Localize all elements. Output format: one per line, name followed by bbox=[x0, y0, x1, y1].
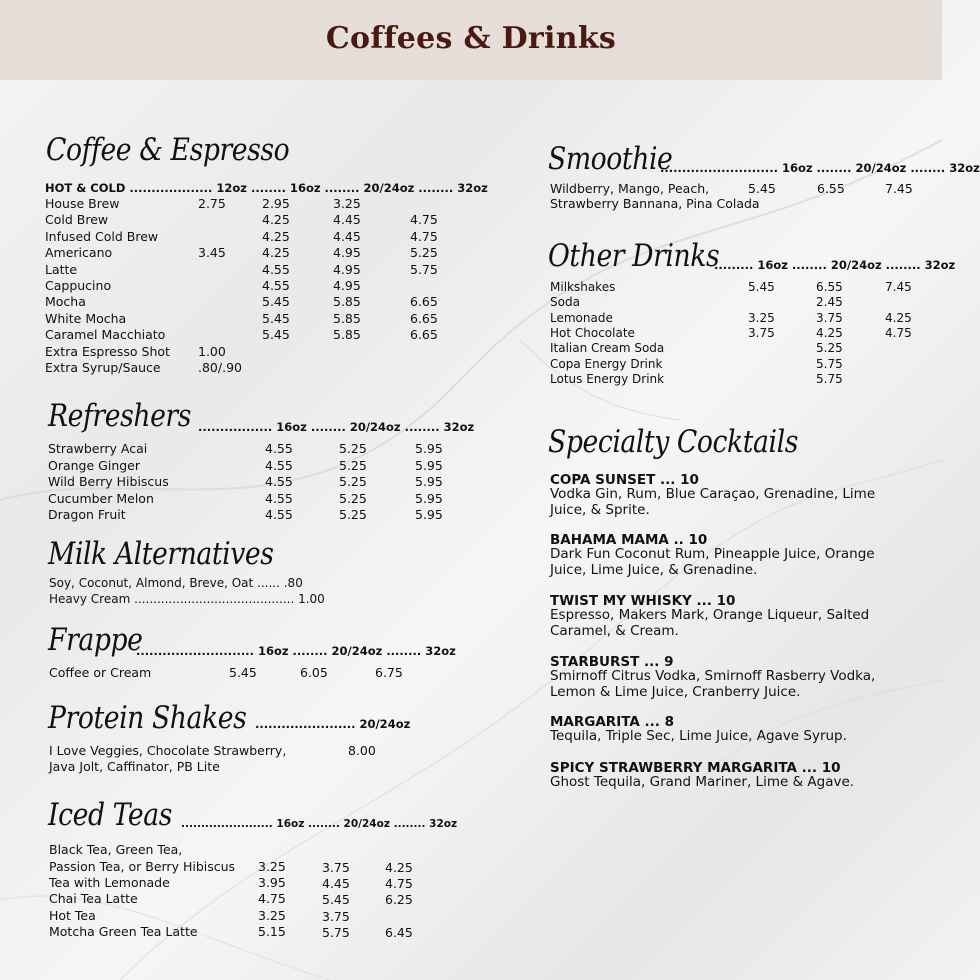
price-32oz: 4.75 bbox=[410, 212, 438, 228]
cocktails-section-title: Specialty Cocktails bbox=[548, 424, 798, 460]
price-20-24oz: 2.45 bbox=[816, 295, 843, 310]
iced-teas-intro: Black Tea, Green Tea, bbox=[49, 842, 183, 857]
other-drink-name: Copa Energy Drink bbox=[550, 356, 663, 371]
cocktail-description: Smirnoff Citrus Vodka, Smirnoff Rasberry Vodka, bbox=[550, 668, 876, 684]
price-20-24oz: 5.25 bbox=[339, 490, 367, 506]
price-32oz: 4.25 bbox=[885, 310, 912, 325]
price-20-24oz: 4.25 bbox=[816, 325, 843, 340]
smoothie-price-32: 7.45 bbox=[885, 181, 913, 196]
other-drink-name: Lemonade bbox=[550, 310, 613, 325]
cocktail-name: MARGARITA ... 8 bbox=[550, 714, 675, 730]
price-16oz: 2.95 bbox=[262, 196, 290, 211]
frappe-section-title: Frappe bbox=[48, 622, 143, 658]
protein-price: 8.00 bbox=[348, 743, 376, 758]
other-drinks-size-header: ......... 16oz ........ 20/24oz ........ 32oz bbox=[714, 258, 956, 272]
tea-item-name: Motcha Green Tea Latte bbox=[49, 923, 198, 939]
price-20-24oz: 5.75 bbox=[322, 924, 350, 940]
milk-line: Soy, Coconut, Almond, Breve, Oat ...... .80 bbox=[49, 576, 303, 590]
price-32oz: 7.45 bbox=[885, 280, 912, 294]
price-20-24oz: 5.75 bbox=[816, 356, 843, 371]
smoothie-section-title: Smoothie bbox=[548, 141, 673, 177]
coffee-item-name: Caramel Macchiato bbox=[45, 327, 166, 343]
coffee-item-name: Extra Syrup/Sauce bbox=[45, 360, 161, 375]
other-drinks-section-title: Other Drinks bbox=[548, 238, 720, 274]
refresher-item-name: Orange Ginger bbox=[48, 457, 141, 473]
price-16oz: 3.25 bbox=[748, 310, 775, 325]
price-16oz: 3.75 bbox=[748, 325, 775, 340]
price-16oz: 4.55 bbox=[262, 261, 290, 277]
price-16oz: 4.55 bbox=[265, 474, 293, 490]
cocktail-description: Lemon & Lime Juice, Cranberry Juice. bbox=[550, 683, 801, 700]
price-20-24oz: 3.25 bbox=[333, 196, 361, 211]
tea-item-name: Passion Tea, or Berry Hibiscus bbox=[49, 859, 236, 874]
price-32oz: 4.75 bbox=[385, 876, 413, 892]
price-32oz: 6.65 bbox=[410, 310, 438, 326]
price-16oz: 5.45 bbox=[748, 280, 775, 294]
refresher-item-name: Cucumber Melon bbox=[48, 490, 154, 506]
price-20-24oz: 5.45 bbox=[322, 892, 350, 908]
price-16oz: 5.45 bbox=[262, 294, 290, 310]
coffee-item-name: White Mocha bbox=[45, 310, 127, 326]
refresher-item-name: Wild Berry Hibiscus bbox=[48, 474, 169, 490]
price-32oz: 4.75 bbox=[410, 228, 438, 244]
price-20-24oz: 5.25 bbox=[816, 341, 843, 356]
price-32oz: 5.95 bbox=[415, 457, 443, 473]
price-16oz: 4.75 bbox=[258, 891, 286, 907]
cocktail-description: Caramel, & Cream. bbox=[550, 622, 679, 639]
price-16oz: 3.95 bbox=[258, 875, 286, 891]
cocktail-name: COPA SUNSET ... 10 bbox=[550, 472, 699, 488]
price-20-24oz: 4.45 bbox=[333, 212, 361, 228]
price-32oz: 5.95 bbox=[415, 490, 443, 506]
coffee-item-name: Mocha bbox=[45, 294, 86, 310]
frappe-item-name: Coffee or Cream bbox=[49, 665, 152, 680]
cocktail-description: Ghost Tequila, Grand Mariner, Lime & Agave. bbox=[550, 774, 855, 790]
coffee-item-name: Cold Brew bbox=[45, 212, 109, 228]
smoothie-price-20: 6.55 bbox=[817, 181, 845, 196]
price-32oz: 5.95 bbox=[415, 441, 443, 456]
cocktail-description: Tequila, Triple Sec, Lime Juice, Agave Syrup. bbox=[550, 728, 847, 744]
price-20-24oz: 3.75 bbox=[816, 310, 843, 325]
cocktail-description: Espresso, Makers Mark, Orange Liqueur, Salted bbox=[550, 607, 870, 623]
price-32oz: 6.65 bbox=[410, 294, 438, 310]
price-20-24oz: 3.75 bbox=[322, 908, 350, 924]
other-drink-name: Hot Chocolate bbox=[550, 325, 635, 340]
coffee-item-name: Infused Cold Brew bbox=[45, 228, 159, 244]
price-32oz: 5.95 bbox=[415, 474, 443, 490]
coffee-item-name: Americano bbox=[45, 245, 113, 261]
iced-teas-section-title: Iced Teas bbox=[48, 797, 172, 833]
price-16oz: 5.45 bbox=[262, 327, 290, 343]
price-16oz: 3.25 bbox=[258, 907, 286, 923]
price-32oz: 6.25 bbox=[385, 892, 413, 908]
refresher-item-name: Dragon Fruit bbox=[48, 507, 126, 523]
price-20-24oz: 4.45 bbox=[322, 876, 350, 892]
cocktail-name: SPICY STRAWBERRY MARGARITA ... 10 bbox=[550, 760, 841, 776]
price-32oz: 6.45 bbox=[385, 924, 413, 940]
refreshers-section-title: Refreshers bbox=[48, 398, 192, 434]
price-16oz: 5.45 bbox=[262, 310, 290, 326]
price-20-24oz: 5.85 bbox=[333, 310, 361, 326]
price-20-24oz: 4.95 bbox=[333, 278, 361, 293]
cocktail-description: Dark Fun Coconut Rum, Pineapple Juice, Orange bbox=[550, 546, 875, 562]
iced-teas-size-header: ....................... 16oz ........ 20/24oz ........ 32oz bbox=[181, 818, 458, 830]
price-32oz: 5.95 bbox=[415, 507, 443, 523]
price-20-24oz: 4.45 bbox=[333, 228, 361, 244]
price-12oz: 3.45 bbox=[198, 245, 226, 261]
coffee-item-name: House Brew bbox=[45, 196, 120, 211]
coffee-section-title: Coffee & Espresso bbox=[46, 132, 290, 168]
milk-section-title: Milk Alternatives bbox=[48, 536, 274, 572]
protein-line: I Love Veggies, Chocolate Strawberry, bbox=[49, 743, 287, 758]
coffee-item-name: Cappucino bbox=[45, 278, 112, 293]
price-32oz: 5.25 bbox=[410, 245, 438, 261]
smoothie-size-header: ........................... 16oz ........ 20/24oz ........ 32oz bbox=[660, 161, 980, 175]
cocktail-description: Vodka Gin, Rum, Blue Caraçao, Grenadine, Lime bbox=[550, 486, 876, 502]
protein-line: Java Jolt, Caffinator, PB Lite bbox=[49, 759, 220, 774]
page-header bbox=[0, 0, 942, 80]
price-20-24oz: 5.25 bbox=[339, 441, 367, 456]
price-16oz: 4.55 bbox=[265, 507, 293, 523]
other-drink-name: Lotus Energy Drink bbox=[550, 371, 665, 386]
price-20-24oz: 5.25 bbox=[339, 457, 367, 473]
coffee-item-name: Extra Espresso Shot bbox=[45, 343, 170, 359]
cocktail-name: BAHAMA MAMA .. 10 bbox=[550, 532, 708, 548]
price-20-24oz: 4.95 bbox=[333, 261, 361, 277]
other-drink-name: Soda bbox=[550, 295, 580, 310]
cocktail-name: TWIST MY WHISKY ... 10 bbox=[550, 593, 736, 609]
other-drink-name: Italian Cream Soda bbox=[550, 341, 665, 356]
protein-size-header: ....................... 20/24oz bbox=[255, 717, 411, 731]
price-32oz: 5.75 bbox=[410, 261, 438, 277]
price-16oz: 4.55 bbox=[265, 457, 293, 473]
refreshers-size-header: ................. 16oz ........ 20/24oz ........ 32oz bbox=[198, 420, 475, 434]
price-16oz: 4.25 bbox=[262, 212, 290, 228]
price-32oz: 6.65 bbox=[410, 327, 438, 343]
price-20-24oz: 3.75 bbox=[322, 860, 350, 875]
protein-section-title: Protein Shakes bbox=[48, 700, 247, 736]
smoothie-price-16: 5.45 bbox=[748, 181, 776, 196]
other-drink-name: Milkshakes bbox=[550, 280, 616, 294]
coffee-size-header: HOT & COLD ................... 12oz ........ 16oz ........ 20/24oz ........ 32oz bbox=[45, 181, 488, 195]
coffee-item-name: Latte bbox=[45, 261, 78, 277]
refresher-item-name: Strawberry Acai bbox=[48, 441, 148, 456]
price-16oz: 4.55 bbox=[262, 278, 290, 293]
price-16oz: 4.25 bbox=[262, 228, 290, 244]
tea-item-name: Hot Tea bbox=[49, 907, 96, 923]
frappe-price-32: 6.75 bbox=[375, 665, 403, 680]
price-16oz: 4.55 bbox=[265, 441, 293, 456]
cocktail-description: Juice, & Sprite. bbox=[550, 501, 650, 518]
frappe-price-20: 6.05 bbox=[300, 665, 328, 680]
price-20-24oz: 5.85 bbox=[333, 294, 361, 310]
price-20-24oz: 5.75 bbox=[816, 371, 843, 386]
price-20-24oz: 6.55 bbox=[816, 280, 843, 294]
frappe-price-16: 5.45 bbox=[229, 665, 257, 680]
price-20-24oz: 5.85 bbox=[333, 327, 361, 343]
price-16oz: 4.55 bbox=[265, 490, 293, 506]
price-20-24oz: 4.95 bbox=[333, 245, 361, 261]
smoothie-line: Wildberry, Mango, Peach, bbox=[550, 181, 710, 196]
tea-item-name: Chai Tea Latte bbox=[49, 891, 138, 907]
price-16oz: 3.25 bbox=[258, 859, 286, 874]
price-16oz: 4.25 bbox=[262, 245, 290, 261]
price-32oz: 4.25 bbox=[385, 860, 413, 875]
price-12oz: 1.00 bbox=[198, 343, 226, 359]
cocktail-description: Juice, Lime Juice, & Grenadine. bbox=[550, 561, 758, 578]
tea-item-name: Tea with Lemonade bbox=[49, 875, 170, 891]
cocktail-name: STARBURST ... 9 bbox=[550, 654, 674, 670]
price-20-24oz: 5.25 bbox=[339, 507, 367, 523]
smoothie-line: Strawberry Bannana, Pina Colada bbox=[550, 196, 760, 211]
price-12oz: 2.75 bbox=[198, 196, 226, 211]
price-20-24oz: 5.25 bbox=[339, 474, 367, 490]
frappe-size-header: ........................... 16oz ........ 20/24oz ........ 32oz bbox=[136, 644, 456, 658]
milk-line: Heavy Cream .......................................... 1.00 bbox=[49, 592, 325, 606]
page-title: Coffees & Drinks bbox=[325, 21, 617, 56]
price-32oz: 4.75 bbox=[885, 325, 912, 340]
price-16oz: 5.15 bbox=[258, 923, 286, 939]
price-12oz: .80/.90 bbox=[198, 360, 242, 375]
